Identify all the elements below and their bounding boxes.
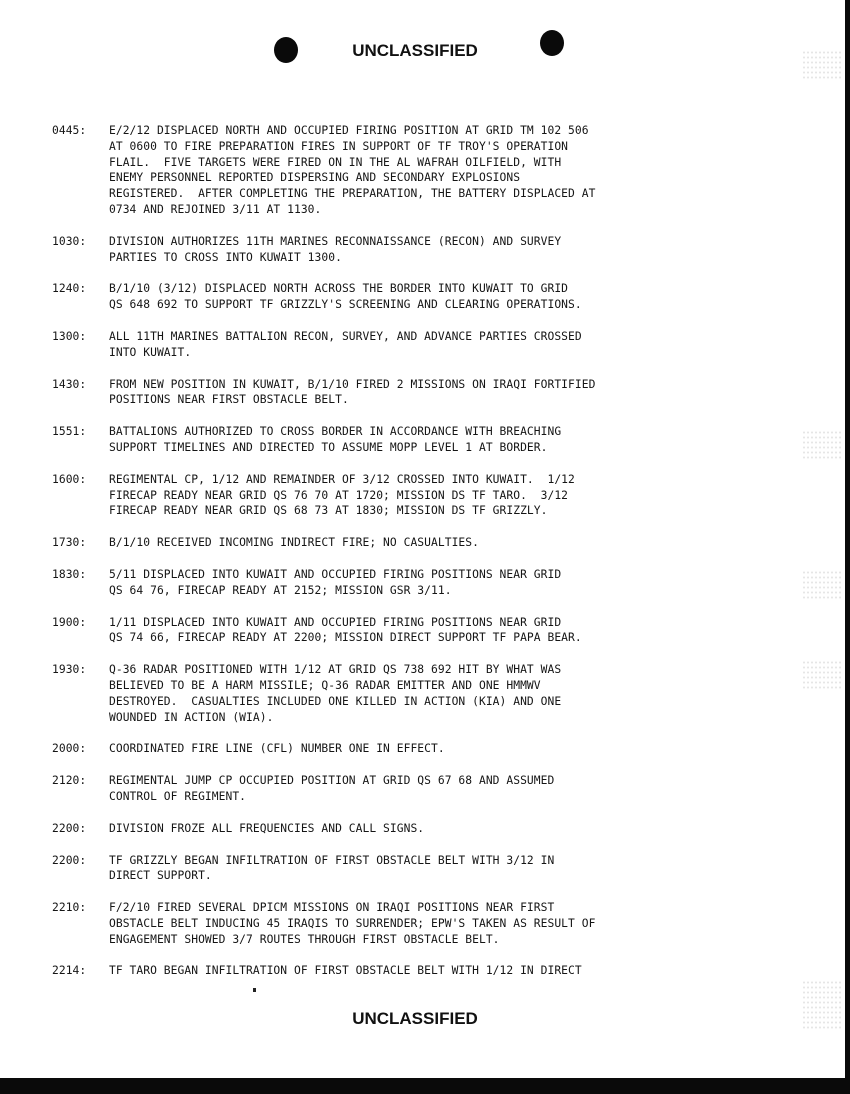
- entry-time: 1300:: [52, 329, 87, 343]
- entry-time: 2200:: [52, 853, 87, 867]
- entry-line: SUPPORT TIMELINES AND DIRECTED TO ASSUME MOPP LEVEL 1 AT BORDER.: [109, 440, 548, 454]
- log-entry: [52, 329, 702, 361]
- entry-line: AT 0600 TO FIRE PREPARATION FIRES IN SUPPORT OF TF TROY'S OPERATION: [109, 139, 569, 153]
- classification-footer: UNCLASSIFIED: [352, 1009, 478, 1028]
- entry-line: TF TARO BEGAN INFILTRATION OF FIRST OBSTACLE BELT WITH 1/12 IN DIRECT: [109, 964, 582, 978]
- entry-line: FIRECAP READY NEAR GRID QS 76 70 AT 1720; MISSION DS TF TARO. 3/12: [109, 488, 569, 502]
- log-entry: [52, 281, 702, 313]
- entry-time: 1551:: [52, 425, 87, 439]
- log-entry: [52, 853, 702, 885]
- log-entry: [52, 900, 702, 947]
- entry-text: [109, 329, 702, 361]
- entry-time: 1900:: [52, 615, 87, 629]
- scan-noise: [802, 660, 842, 690]
- log-entries: [52, 123, 702, 995]
- entry-line: F/2/10 FIRED SEVERAL DPICM MISSIONS ON IRAQI POSITIONS NEAR FIRST: [109, 901, 555, 915]
- entry-line: BELIEVED TO BE A HARM MISSILE; Q-36 RADAR EMITTER AND ONE HMMWV: [109, 678, 541, 692]
- entry-time: 0445:: [52, 124, 87, 137]
- entry-line: DIRECT SUPPORT.: [109, 869, 212, 883]
- entry-line: QS 648 692 TO SUPPORT TF GRIZZLY'S SCREENING AND CLEARING OPERATIONS.: [109, 298, 582, 312]
- entry-time: 1600:: [52, 472, 87, 486]
- entry-line: B/1/10 RECEIVED INCOMING INDIRECT FIRE; NO CASUALTIES.: [109, 536, 479, 550]
- entry-line: ENGAGEMENT SHOWED 3/7 ROUTES THROUGH FIRST OBSTACLE BELT.: [109, 932, 500, 946]
- entry-text: [109, 900, 702, 947]
- log-entry: [52, 821, 702, 837]
- log-entry: [52, 535, 702, 551]
- entry-line: 1/11 DISPLACED INTO KUWAIT AND OCCUPIED FIRING POSITIONS NEAR GRID: [109, 615, 562, 629]
- entry-line: REGIMENTAL CP, 1/12 AND REMAINDER OF 3/12 CROSSED INTO KUWAIT. 1/12: [109, 472, 575, 486]
- entry-text: [109, 615, 702, 647]
- entry-text: [109, 234, 702, 266]
- entry-time: 1830:: [52, 567, 87, 581]
- log-entry: [52, 377, 702, 409]
- entry-text: [109, 567, 702, 599]
- entry-line: QS 74 66, FIRECAP READY AT 2200; MISSION DIRECT SUPPORT TF PAPA BEAR.: [109, 631, 582, 645]
- entry-text: [109, 424, 702, 456]
- entry-time: 2120:: [52, 774, 87, 788]
- entry-line: B/1/10 (3/12) DISPLACED NORTH ACROSS THE BORDER INTO KUWAIT TO GRID: [109, 282, 569, 296]
- log-entry: [52, 741, 702, 757]
- entry-line: ALL 11TH MARINES BATTALION RECON, SURVEY, AND ADVANCE PARTIES CROSSED: [109, 329, 582, 343]
- log-entry: [52, 567, 702, 599]
- entry-time: 2210:: [52, 901, 87, 915]
- entry-line: COORDINATED FIRE LINE (CFL) NUMBER ONE IN EFFECT.: [109, 742, 445, 756]
- entry-text: [109, 963, 702, 979]
- entry-line: FIRECAP READY NEAR GRID QS 68 73 AT 1830; MISSION DS TF GRIZZLY.: [109, 504, 548, 518]
- entry-text: [109, 853, 702, 885]
- entry-time: 2000:: [52, 742, 87, 756]
- entry-line: CONTROL OF REGIMENT.: [109, 789, 247, 803]
- entry-line: INTO KUWAIT.: [109, 345, 192, 359]
- entry-line: ENEMY PERSONNEL REPORTED DISPERSING AND SECONDARY EXPLOSIONS: [109, 171, 521, 185]
- log-entry: [52, 123, 702, 218]
- entry-line: 5/11 DISPLACED INTO KUWAIT AND OCCUPIED FIRING POSITIONS NEAR GRID: [109, 567, 562, 581]
- entry-line: DIVISION FROZE ALL FREQUENCIES AND CALL SIGNS.: [109, 821, 425, 835]
- entry-text: [109, 773, 702, 805]
- entry-text: [109, 741, 702, 757]
- scan-edge-bottom: [0, 1078, 850, 1094]
- entry-time: 1930:: [52, 663, 87, 677]
- classification-header: UNCLASSIFIED: [352, 41, 478, 60]
- entry-line: REGISTERED. AFTER COMPLETING THE PREPARATION, THE BATTERY DISPLACED AT: [109, 187, 596, 201]
- entry-text: [109, 821, 702, 837]
- entry-time: 1030:: [52, 234, 87, 248]
- log-entry: [52, 662, 702, 725]
- entry-line: FROM NEW POSITION IN KUWAIT, B/1/10 FIRED 2 MISSIONS ON IRAQI FORTIFIED: [109, 377, 596, 391]
- log-entry: [52, 963, 702, 979]
- entry-line: WOUNDED IN ACTION (WIA).: [109, 710, 274, 724]
- entry-time: 2214:: [52, 964, 87, 978]
- scan-edge-right: [845, 0, 850, 1094]
- entry-line: DIVISION AUTHORIZES 11TH MARINES RECONNAISSANCE (RECON) AND SURVEY: [109, 234, 562, 248]
- entry-line: Q-36 RADAR POSITIONED WITH 1/12 AT GRID QS 738 692 HIT BY WHAT WAS: [109, 663, 562, 677]
- entry-text: [109, 535, 702, 551]
- entry-line: PARTIES TO CROSS INTO KUWAIT 1300.: [109, 250, 342, 264]
- scan-noise: [802, 570, 842, 600]
- entry-line: E/2/12 DISPLACED NORTH AND OCCUPIED FIRING POSITION AT GRID TM 102 506: [109, 124, 589, 137]
- log-entry: [52, 472, 702, 519]
- log-entry: [52, 773, 702, 805]
- entry-line: QS 64 76, FIRECAP READY AT 2152; MISSION GSR 3/11.: [109, 583, 452, 597]
- entry-text: [109, 472, 702, 519]
- entry-time: 1430:: [52, 377, 87, 391]
- entry-line: BATTALIONS AUTHORIZED TO CROSS BORDER IN ACCORDANCE WITH BREACHING: [109, 425, 562, 439]
- entry-time: 1730:: [52, 536, 87, 550]
- entry-line: REGIMENTAL JUMP CP OCCUPIED POSITION AT GRID QS 67 68 AND ASSUMED: [109, 774, 555, 788]
- entry-line: FLAIL. FIVE TARGETS WERE FIRED ON IN THE AL WAFRAH OILFIELD, WITH: [109, 155, 562, 169]
- entry-line: TF GRIZZLY BEGAN INFILTRATION OF FIRST OBSTACLE BELT WITH 3/12 IN: [109, 853, 555, 867]
- entry-text: [109, 123, 702, 218]
- entry-text: [109, 662, 702, 725]
- entry-line: DESTROYED. CASUALTIES INCLUDED ONE KILLED IN ACTION (KIA) AND ONE: [109, 694, 562, 708]
- scan-noise: [802, 430, 842, 460]
- log-entry: [52, 234, 702, 266]
- entry-text: [109, 281, 702, 313]
- log-entry: [52, 615, 702, 647]
- entry-text: [109, 377, 702, 409]
- entry-line: 0734 AND REJOINED 3/11 AT 1130.: [109, 202, 322, 216]
- entry-line: OBSTACLE BELT INDUCING 45 IRAQIS TO SURRENDER; EPW'S TAKEN AS RESULT OF: [109, 916, 596, 930]
- entry-time: 1240:: [52, 282, 87, 296]
- entry-time: 2200:: [52, 821, 87, 835]
- log-entry: [52, 424, 702, 456]
- entry-line: POSITIONS NEAR FIRST OBSTACLE BELT.: [109, 393, 349, 407]
